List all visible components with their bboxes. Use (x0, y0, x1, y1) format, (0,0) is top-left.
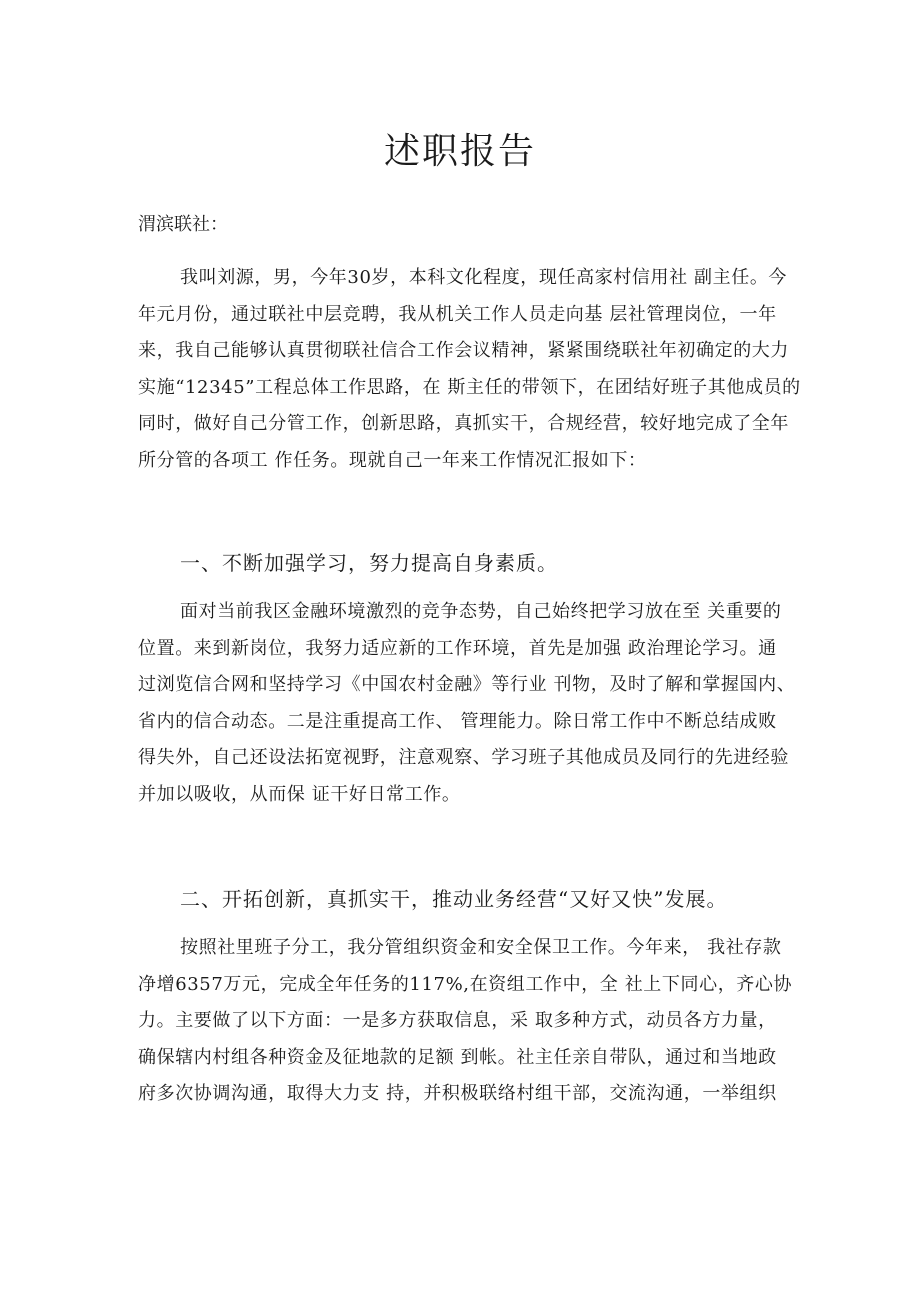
paragraph-line: 实施“12345”工程总体工作思路，在 斯主任的带领下，在团结好班子其他成员的 (138, 376, 801, 398)
paragraph-line: 年元月份，通过联社中层竞聘，我从机关工作人员走向基 层社管理岗位，一年 (138, 303, 777, 325)
paragraph-line: 同时，做好自己分管工作，创新思路，真抓实干，合规经营，较好地完成了全年 (138, 413, 789, 434)
document-title: 述职报告 (383, 131, 536, 172)
paragraph-line: 得失外，自己还设法拓宽视野，注意观察、学习班子其他成员及同行的先进经验 (138, 747, 789, 768)
section2-paragraph (138, 930, 793, 1113)
section1-paragraph (138, 594, 796, 813)
paragraph-line: 并加以吸收，从而保 证干好日常工作。 (138, 783, 461, 805)
section-heading-1: 一、不断加强学习，努力提高自身素质。 (180, 551, 558, 575)
section-heading-2: 二、开拓创新，真抓实干，推动业务经营“又好又快”发展。 (180, 887, 728, 911)
paragraph-line: 来，我自己能够认真贯彻联社信合工作会议精神，紧紧围绕联社年初确定的大力 (138, 340, 789, 361)
paragraph-line: 净增6357万元，完成全年任务的117%,在资组工作中，全 社上下同心，齐心协 (138, 973, 793, 995)
paragraph-line: 所分管的各项工 作任务。现就自己一年来工作情况汇报如下： (138, 449, 647, 471)
paragraph-line: 过浏览信合网和坚持学习《中国农村金融》等行业 刊物，及时了解和掌握国内、 (138, 674, 796, 695)
paragraph-line: 确保辖内村组各种资金及征地款的足额 到帐。社主任亲自带队，通过和当地政 (138, 1046, 777, 1068)
paragraph-line: 省内的信合动态。二是注重提高工作、 管理能力。除日常工作中不断总结成败 (138, 710, 777, 732)
paragraph-line: 按照社里班子分工，我分管组织资金和安全保卫工作。今年来， 我社存款 (180, 937, 782, 958)
intro-paragraph (138, 260, 801, 479)
paragraph-line: 位置。来到新岗位，我努力适应新的工作环境，首先是加强 政治理论学习。通 (138, 637, 777, 659)
paragraph-line: 力。主要做了以下方面：一是多方获取信息，采 取多种方式，动员各方力量， (138, 1010, 777, 1031)
paragraph-line: 面对当前我区金融环境激烈的竞争态势，自己始终把学习放在至 关重要的 (180, 601, 782, 622)
salutation: 渭滨联社： (138, 214, 228, 235)
paragraph-line: 我叫刘源，男，今年30岁，本科文化程度，现任高家村信用社 副主任。今 (180, 267, 788, 288)
paragraph-line: 府多次协调沟通，取得大力支 持，并积极联络村组干部，交流沟通，一举组织 (138, 1083, 777, 1104)
